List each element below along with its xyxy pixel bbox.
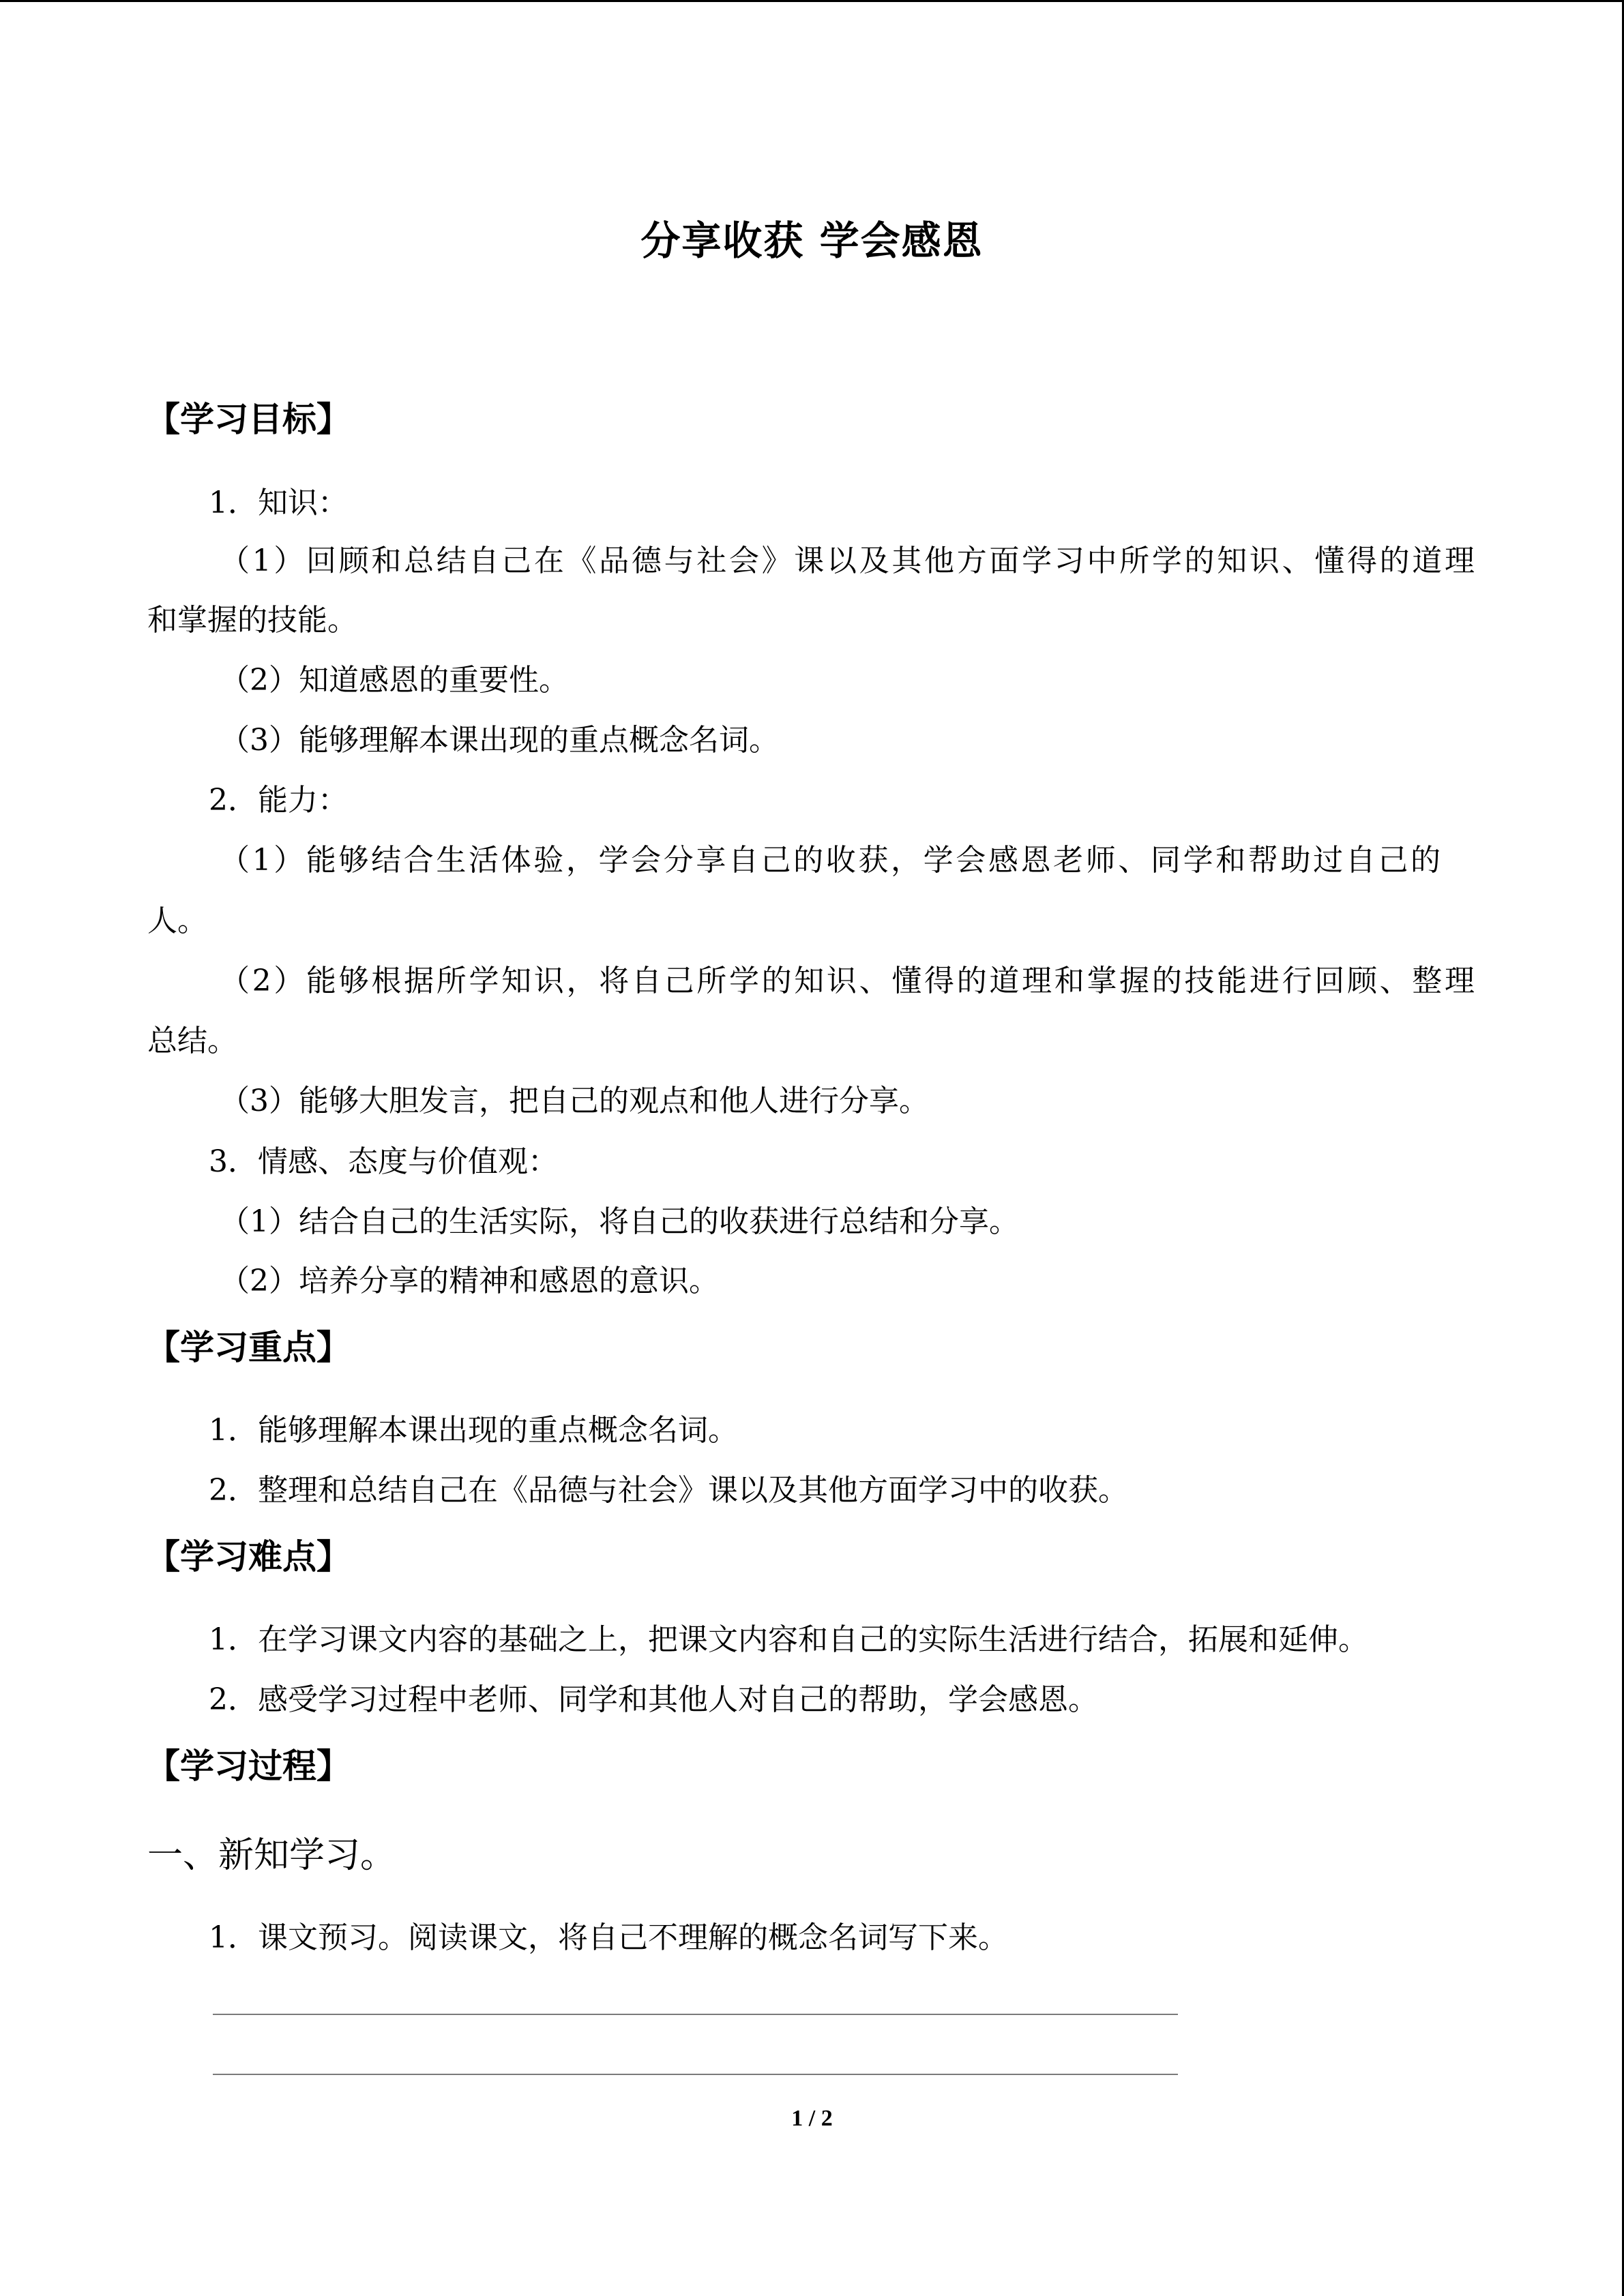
process-task-1: 1．课文预习。阅读课文，将自己不理解的概念名词写下来。 <box>209 1920 1008 1955</box>
heading-difficulties: 【学习难点】 <box>146 1537 351 1577</box>
objectives-emotion-label: 3．情感、态度与价值观： <box>209 1144 558 1179</box>
objectives-knowledge-1-line-1: （1）回顾和总结自己在《品德与社会》课以及其他方面学习中所学的知识、懂得的道理 <box>220 543 1475 578</box>
objectives-ability-2-line-1: （2）能够根据所学知识，将自己所学的知识、懂得的道理和掌握的技能进行回顾、整理 <box>220 964 1475 998</box>
objectives-ability-1-line-1: （1）能够结合生活体验，学会分享自己的收获，学会感恩老师、同学和帮助过自己的 <box>220 843 1441 878</box>
objectives-knowledge-1-line-2: 和掌握的技能。 <box>147 603 357 638</box>
page-number: 1 / 2 <box>791 2106 833 2131</box>
objectives-ability-label: 2．能力： <box>209 783 348 818</box>
key-point-item-2: 2．整理和总结自己在《品德与社会》课以及其他方面学习中的收获。 <box>209 1473 1128 1508</box>
difficulty-item-1: 1．在学习课文内容的基础之上，把课文内容和自己的实际生活进行结合，拓展和延伸。 <box>209 1622 1368 1657</box>
objectives-ability-3: （3）能够大胆发言，把自己的观点和他人进行分享。 <box>220 1084 929 1118</box>
objectives-emotion-2: （2）培养分享的精神和感恩的意识。 <box>220 1264 719 1298</box>
process-section-1: 一、新知学习。 <box>147 1835 396 1876</box>
objectives-emotion-1: （1）结合自己的生活实际，将自己的收获进行总结和分享。 <box>220 1204 1019 1239</box>
answer-blank-line-1 <box>213 2014 1178 2015</box>
objectives-knowledge-3: （3）能够理解本课出现的重点概念名词。 <box>220 723 779 758</box>
heading-objectives: 【学习目标】 <box>146 400 351 439</box>
answer-blank-line-2 <box>213 2074 1178 2075</box>
heading-key-points: 【学习重点】 <box>146 1328 351 1367</box>
key-point-item-1: 1．能够理解本课出现的重点概念名词。 <box>209 1413 738 1448</box>
objectives-ability-1-line-2: 人。 <box>147 904 207 938</box>
document-title: 分享收获 学会感恩 <box>640 218 984 264</box>
objectives-knowledge-2: （2）知道感恩的重要性。 <box>220 663 569 698</box>
objectives-ability-2-line-2: 总结。 <box>147 1024 237 1058</box>
difficulty-item-2: 2．感受学习过程中老师、同学和其他人对自己的帮助，学会感恩。 <box>209 1682 1098 1717</box>
objectives-knowledge-label: 1．知识： <box>209 486 348 520</box>
heading-process: 【学习过程】 <box>146 1746 351 1786</box>
